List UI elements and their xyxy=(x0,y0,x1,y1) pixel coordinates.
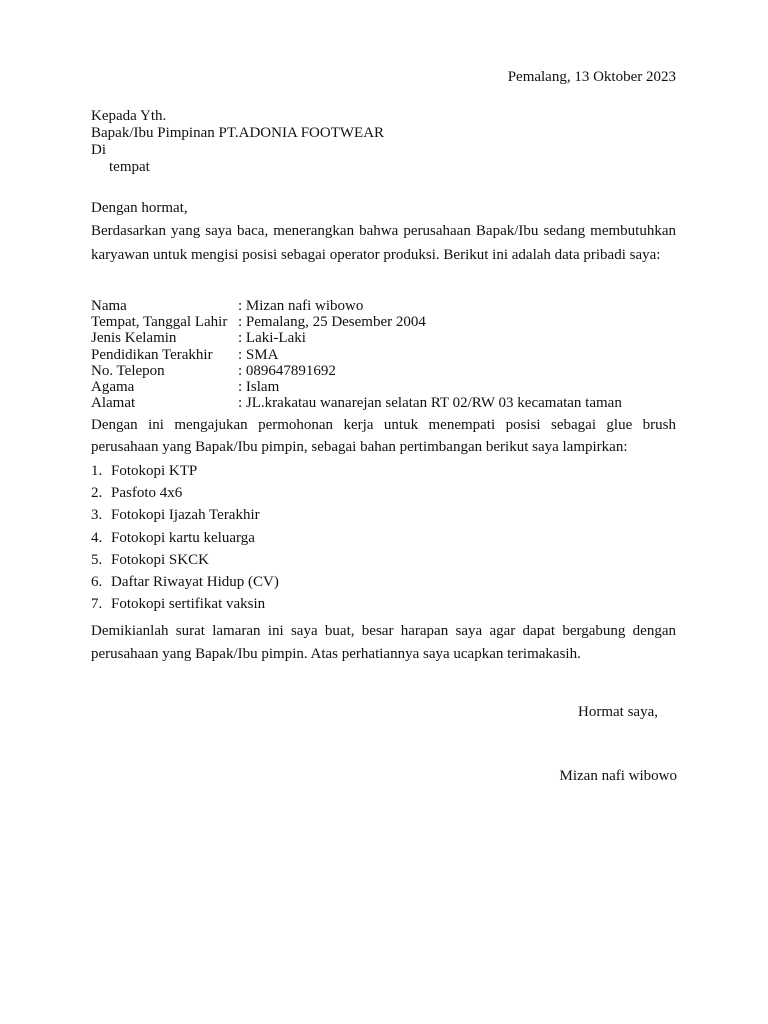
list-number: 7. xyxy=(91,596,103,613)
personal-data-value: : 089647891692 xyxy=(238,362,336,379)
personal-data-value: : Mizan nafi wibowo xyxy=(238,298,364,314)
personal-data-label: Pendidikan Terakhir xyxy=(91,346,213,363)
personal-data-value: : SMA xyxy=(238,346,279,363)
list-item xyxy=(91,460,279,482)
personal-data-value: : Islam xyxy=(238,379,280,396)
list-item xyxy=(91,549,279,571)
list-number: 5. xyxy=(91,551,103,568)
list-number: 1. xyxy=(91,463,103,479)
personal-data-row xyxy=(91,363,622,379)
personal-data-row xyxy=(91,379,622,395)
personal-data-value: : Laki-Laki xyxy=(238,330,306,347)
personal-data-label: No. Telepon xyxy=(91,362,165,379)
personal-data-table xyxy=(91,298,622,411)
signature-name: Mizan nafi wibowo xyxy=(559,768,677,784)
recipient-line: Kepada Yth. xyxy=(91,108,167,124)
intro-paragraph: Berdasarkan yang saya baca, menerangkan bahwa perusahaan Bapak/Ibu sedang membutuhkan karyawan untuk mengisi posisi sebagai operator produksi. Berikut ini adalah data pribadi saya: xyxy=(91,223,676,263)
list-number: 3. xyxy=(91,507,103,524)
personal-data-row xyxy=(91,330,622,346)
list-item xyxy=(91,593,279,615)
list-text: Fotokopi SKCK xyxy=(111,551,209,568)
personal-data-row xyxy=(91,298,622,314)
recipient-company: Bapak/Ibu Pimpinan PT.ADONIA FOOTWEAR xyxy=(91,125,385,141)
sign-greeting: Hormat saya, xyxy=(578,704,658,720)
list-text: Fotokopi KTP xyxy=(111,463,198,479)
list-text: Fotokopi sertifikat vaksin xyxy=(111,596,266,613)
request-paragraph: Dengan ini mengajukan permohonan kerja untuk menempati posisi sebagai glue brush perusahaan yang Bapak/Ibu pimpin, sebagai bahan pertimbangan berikut saya lampirkan: xyxy=(91,417,676,455)
list-number: 2. xyxy=(91,485,103,502)
attachment-list xyxy=(91,460,279,615)
personal-data-label: Tempat, Tanggal Lahir xyxy=(91,314,228,331)
list-number: 6. xyxy=(91,574,103,591)
list-item xyxy=(91,482,279,504)
closing-paragraph: Demikianlah surat lamaran ini saya buat, besar harapan saya agar dapat bergabung dengan perusahaan yang Bapak/Ibu pimpin. Atas perhatiannya saya ucapkan terimakasih. xyxy=(91,623,676,662)
list-text: Daftar Riwayat Hidup (CV) xyxy=(111,574,279,591)
recipient-place: tempat xyxy=(109,159,150,175)
salutation: Dengan hormat, xyxy=(91,200,188,216)
personal-data-row xyxy=(91,347,622,363)
list-item xyxy=(91,504,279,526)
personal-data-label: Nama xyxy=(91,298,127,314)
list-text: Pasfoto 4x6 xyxy=(111,485,183,502)
personal-data-label: Agama xyxy=(91,379,135,396)
list-item xyxy=(91,571,279,593)
list-text: Fotokopi kartu keluarga xyxy=(111,529,255,546)
list-number: 4. xyxy=(91,529,103,546)
place-date: Pemalang, 13 Oktober 2023 xyxy=(507,69,676,85)
recipient-block xyxy=(91,108,384,176)
recipient-line: Di xyxy=(91,142,106,158)
list-text: Fotokopi Ijazah Terakhir xyxy=(111,507,260,524)
list-item xyxy=(91,527,279,549)
personal-data-value: : Pemalang, 25 Desember 2004 xyxy=(238,314,426,331)
personal-data-value: : JL.krakatau wanarejan selatan RT 02/RW 03 kecamatan taman xyxy=(238,395,622,412)
personal-data-label: Jenis Kelamin xyxy=(91,330,177,347)
personal-data-label: Alamat xyxy=(91,395,136,412)
personal-data-row xyxy=(91,395,622,411)
personal-data-row xyxy=(91,314,622,330)
